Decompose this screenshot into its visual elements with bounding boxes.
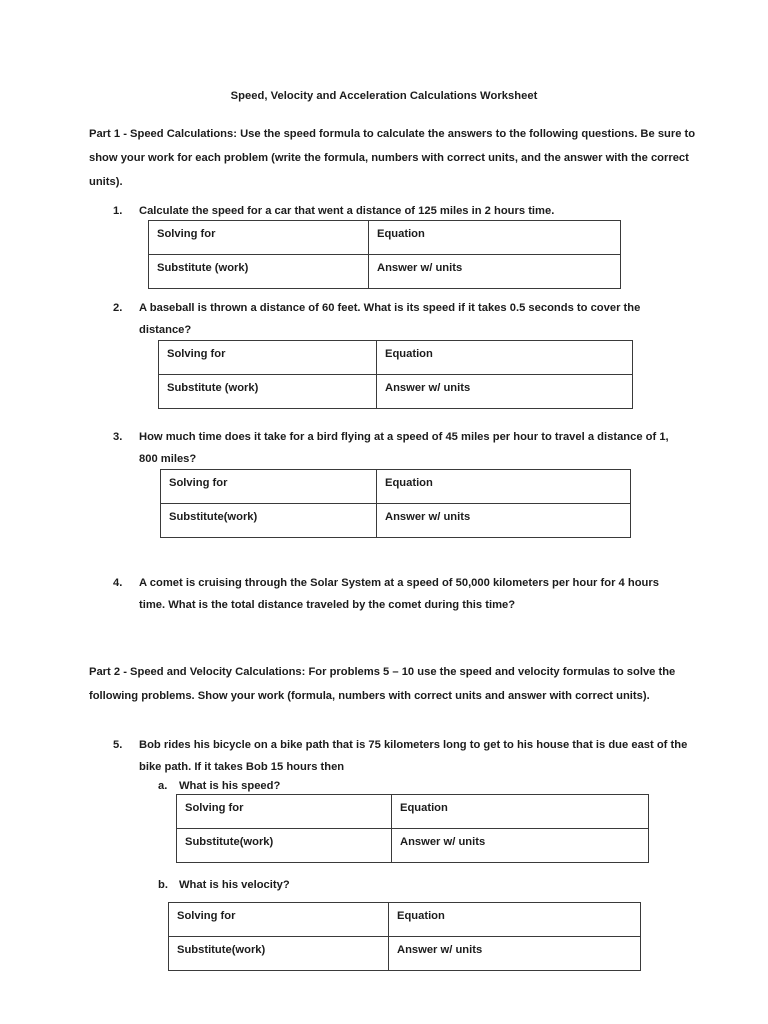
table-row [161, 504, 631, 538]
answer-with-units-cell[interactable]: Answer w/ units [377, 504, 631, 538]
substitute-work-cell[interactable]: Substitute(work) [169, 937, 389, 971]
answer-with-units-cell[interactable]: Answer w/ units [377, 375, 633, 409]
table-row [149, 255, 621, 289]
answer-with-units-cell[interactable]: Answer w/ units [392, 829, 649, 863]
problem-5b-answer-table [168, 902, 641, 971]
equation-header[interactable]: Equation [369, 221, 621, 255]
problem-5 [113, 734, 689, 778]
problem-2-number: 2. [113, 302, 123, 314]
problem-1-text: Calculate the speed for a car that went a distance of 125 miles in 2 hours time. [139, 205, 555, 217]
problem-4-text: A comet is cruising through the Solar System at a speed of 50,000 kilometers per hour for 4 hours time. What is the total distance traveled by the comet during this time? [139, 577, 659, 611]
problem-5b-text: What is his velocity? [179, 879, 290, 891]
table-row [161, 470, 631, 504]
part-1-instructions: Part 1 - Speed Calculations: Use the speed formula to calculate the answers to the following questions. Be sure to show your work for each problem (write the formula, numbers with correct units, and the answer with the correct units). [89, 128, 696, 188]
solving-for-header[interactable]: Solving for [149, 221, 369, 255]
problem-3-answer-table [160, 469, 631, 538]
table-row [159, 375, 633, 409]
table-row [169, 903, 641, 937]
substitute-work-cell[interactable]: Substitute (work) [159, 375, 377, 409]
table-row [149, 221, 621, 255]
problem-1-number: 1. [113, 205, 123, 217]
solving-for-header[interactable]: Solving for [161, 470, 377, 504]
problem-5-text: Bob rides his bicycle on a bike path that is 75 kilometers long to get to his house that is due east of the bike path. If it takes Bob 15 hours then [139, 739, 688, 773]
substitute-work-cell[interactable]: Substitute(work) [161, 504, 377, 538]
problem-3 [113, 426, 683, 470]
problem-3-text: How much time does it take for a bird flying at a speed of 45 miles per hour to travel a distance of 1, 800 miles? [139, 431, 669, 465]
problem-4 [113, 572, 683, 616]
page-title: Speed, Velocity and Acceleration Calculations Worksheet [230, 90, 538, 102]
problem-5a-text: What is his speed? [179, 780, 281, 792]
equation-header[interactable]: Equation [377, 341, 633, 375]
problem-5b [158, 874, 558, 896]
problem-1-answer-table [148, 220, 621, 289]
problem-2 [113, 297, 678, 341]
equation-header[interactable]: Equation [389, 903, 641, 937]
table-row [169, 937, 641, 971]
answer-with-units-cell[interactable]: Answer w/ units [369, 255, 621, 289]
problem-5a-letter: a. [158, 780, 168, 792]
problem-1 [113, 200, 688, 222]
problem-2-text: A baseball is thrown a distance of 60 feet. What is its speed if it takes 0.5 seconds to cover the distance? [139, 302, 641, 336]
table-row [177, 795, 649, 829]
problem-5a-answer-table [176, 794, 649, 863]
problem-5-number: 5. [113, 739, 123, 751]
problem-3-number: 3. [113, 431, 123, 443]
table-row [177, 829, 649, 863]
part-2-instructions: Part 2 - Speed and Velocity Calculations: For problems 5 – 10 use the speed and velocity formulas to solve the following problems. Show your work (formula, numbers with correct units and answer with correct units). [89, 666, 676, 702]
solving-for-header[interactable]: Solving for [177, 795, 392, 829]
table-row [159, 341, 633, 375]
answer-with-units-cell[interactable]: Answer w/ units [389, 937, 641, 971]
solving-for-header[interactable]: Solving for [159, 341, 377, 375]
problem-5b-letter: b. [158, 879, 168, 891]
solving-for-header[interactable]: Solving for [169, 903, 389, 937]
substitute-work-cell[interactable]: Substitute(work) [177, 829, 392, 863]
equation-header[interactable]: Equation [392, 795, 649, 829]
substitute-work-cell[interactable]: Substitute (work) [149, 255, 369, 289]
problem-2-answer-table [158, 340, 633, 409]
problem-4-number: 4. [113, 577, 123, 589]
equation-header[interactable]: Equation [377, 470, 631, 504]
